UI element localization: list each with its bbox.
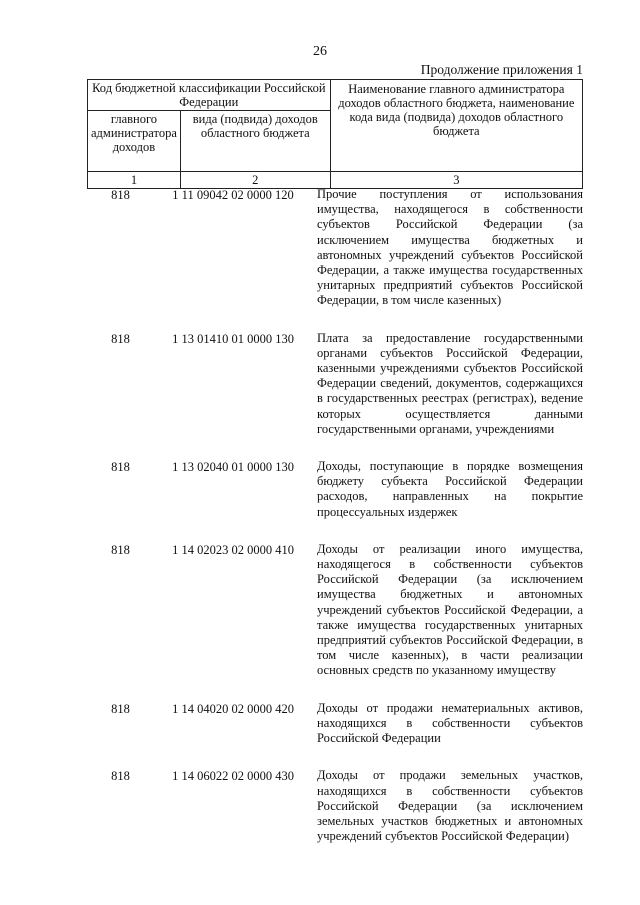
code-group-header: Код бюджетной классификации Российской Федерации [88, 80, 331, 111]
revenue-code: 1 14 02023 02 0000 410 [172, 542, 294, 557]
revenue-name: Доходы от продажи нематериальных активов, находящихся в собственности субъектов Российской Федерации [317, 700, 583, 746]
revenue-code: 1 11 09042 02 0000 120 [172, 188, 294, 202]
revenue-code: 1 14 04020 02 0000 420 [172, 701, 294, 716]
col1-header: главного администратора доходов [88, 111, 181, 172]
table-row [87, 187, 583, 309]
continuation-label: Продолжение приложения 1 [420, 62, 583, 77]
admin-code: 818 [111, 542, 130, 557]
admin-code: 818 [111, 188, 130, 202]
admin-code: 818 [111, 769, 130, 784]
admin-code: 818 [111, 331, 130, 346]
revenue-name: Доходы, поступающие в порядке возмещения бюджету субъекта Российской Федерации расходов, направленных на покрытие процессуальных издержек [317, 459, 583, 519]
admin-code: 818 [111, 460, 130, 475]
col2-header: вида (подвида) доходов областного бюджета [180, 111, 330, 172]
table-row [87, 459, 583, 520]
header-table [87, 79, 583, 189]
table-row [87, 768, 583, 844]
revenue-code: 1 13 01410 01 0000 130 [172, 331, 294, 346]
revenue-name: Плата за предоставление государственными органами субъектов Российской Федерации, казенными учреждениями субъектов Российской Федерации сведений, документов, содержащихся в государственных реестрах (регистрах), ведение которых осуществляется данными государственными органами, учреждениями [317, 330, 583, 436]
revenue-code: 1 13 02040 01 0000 130 [172, 460, 294, 475]
col-number-2: 2 [180, 172, 330, 189]
table-row [87, 331, 583, 437]
revenue-name: Доходы от продажи земельных участков, находящихся в собственности субъектов Российской Федерации (за исключением земельных участков бюджетных и автономных учреждений субъектов Российской Федерации) [317, 768, 583, 844]
revenue-name: Прочие поступления от использования имущества, находящегося в собственности субъектов Российской Федерации (за исключением имущества бюджетных и автономных учреждений субъектов Российской Федерации, а также имущества государственных унитарных предприятий субъектов Российской Федерации, в том числе казенных) [317, 187, 583, 308]
revenue-name: Доходы от реализации иного имущества, находящегося в собственности субъектов Российской Федерации (за исключением имущества бюджетных и автономных учреждений субъектов Российской Федерации, а также имущества государственных унитарных предприятий субъектов Российской Федерации, в том числе казенных), в части реализации основных средств по указанному имуществу [317, 541, 583, 678]
page-number: 26 [313, 44, 327, 59]
col3-header: Наименование главного администратора доходов областного бюджета, наименование кода вида (подвида) доходов областного бюджета [330, 80, 582, 172]
col-number-1: 1 [88, 172, 181, 189]
col-number-3: 3 [330, 172, 582, 189]
revenue-code: 1 14 06022 02 0000 430 [172, 769, 294, 784]
table-row [87, 542, 583, 679]
admin-code: 818 [111, 701, 130, 716]
table-row [87, 701, 583, 747]
rows-container [87, 187, 583, 844]
